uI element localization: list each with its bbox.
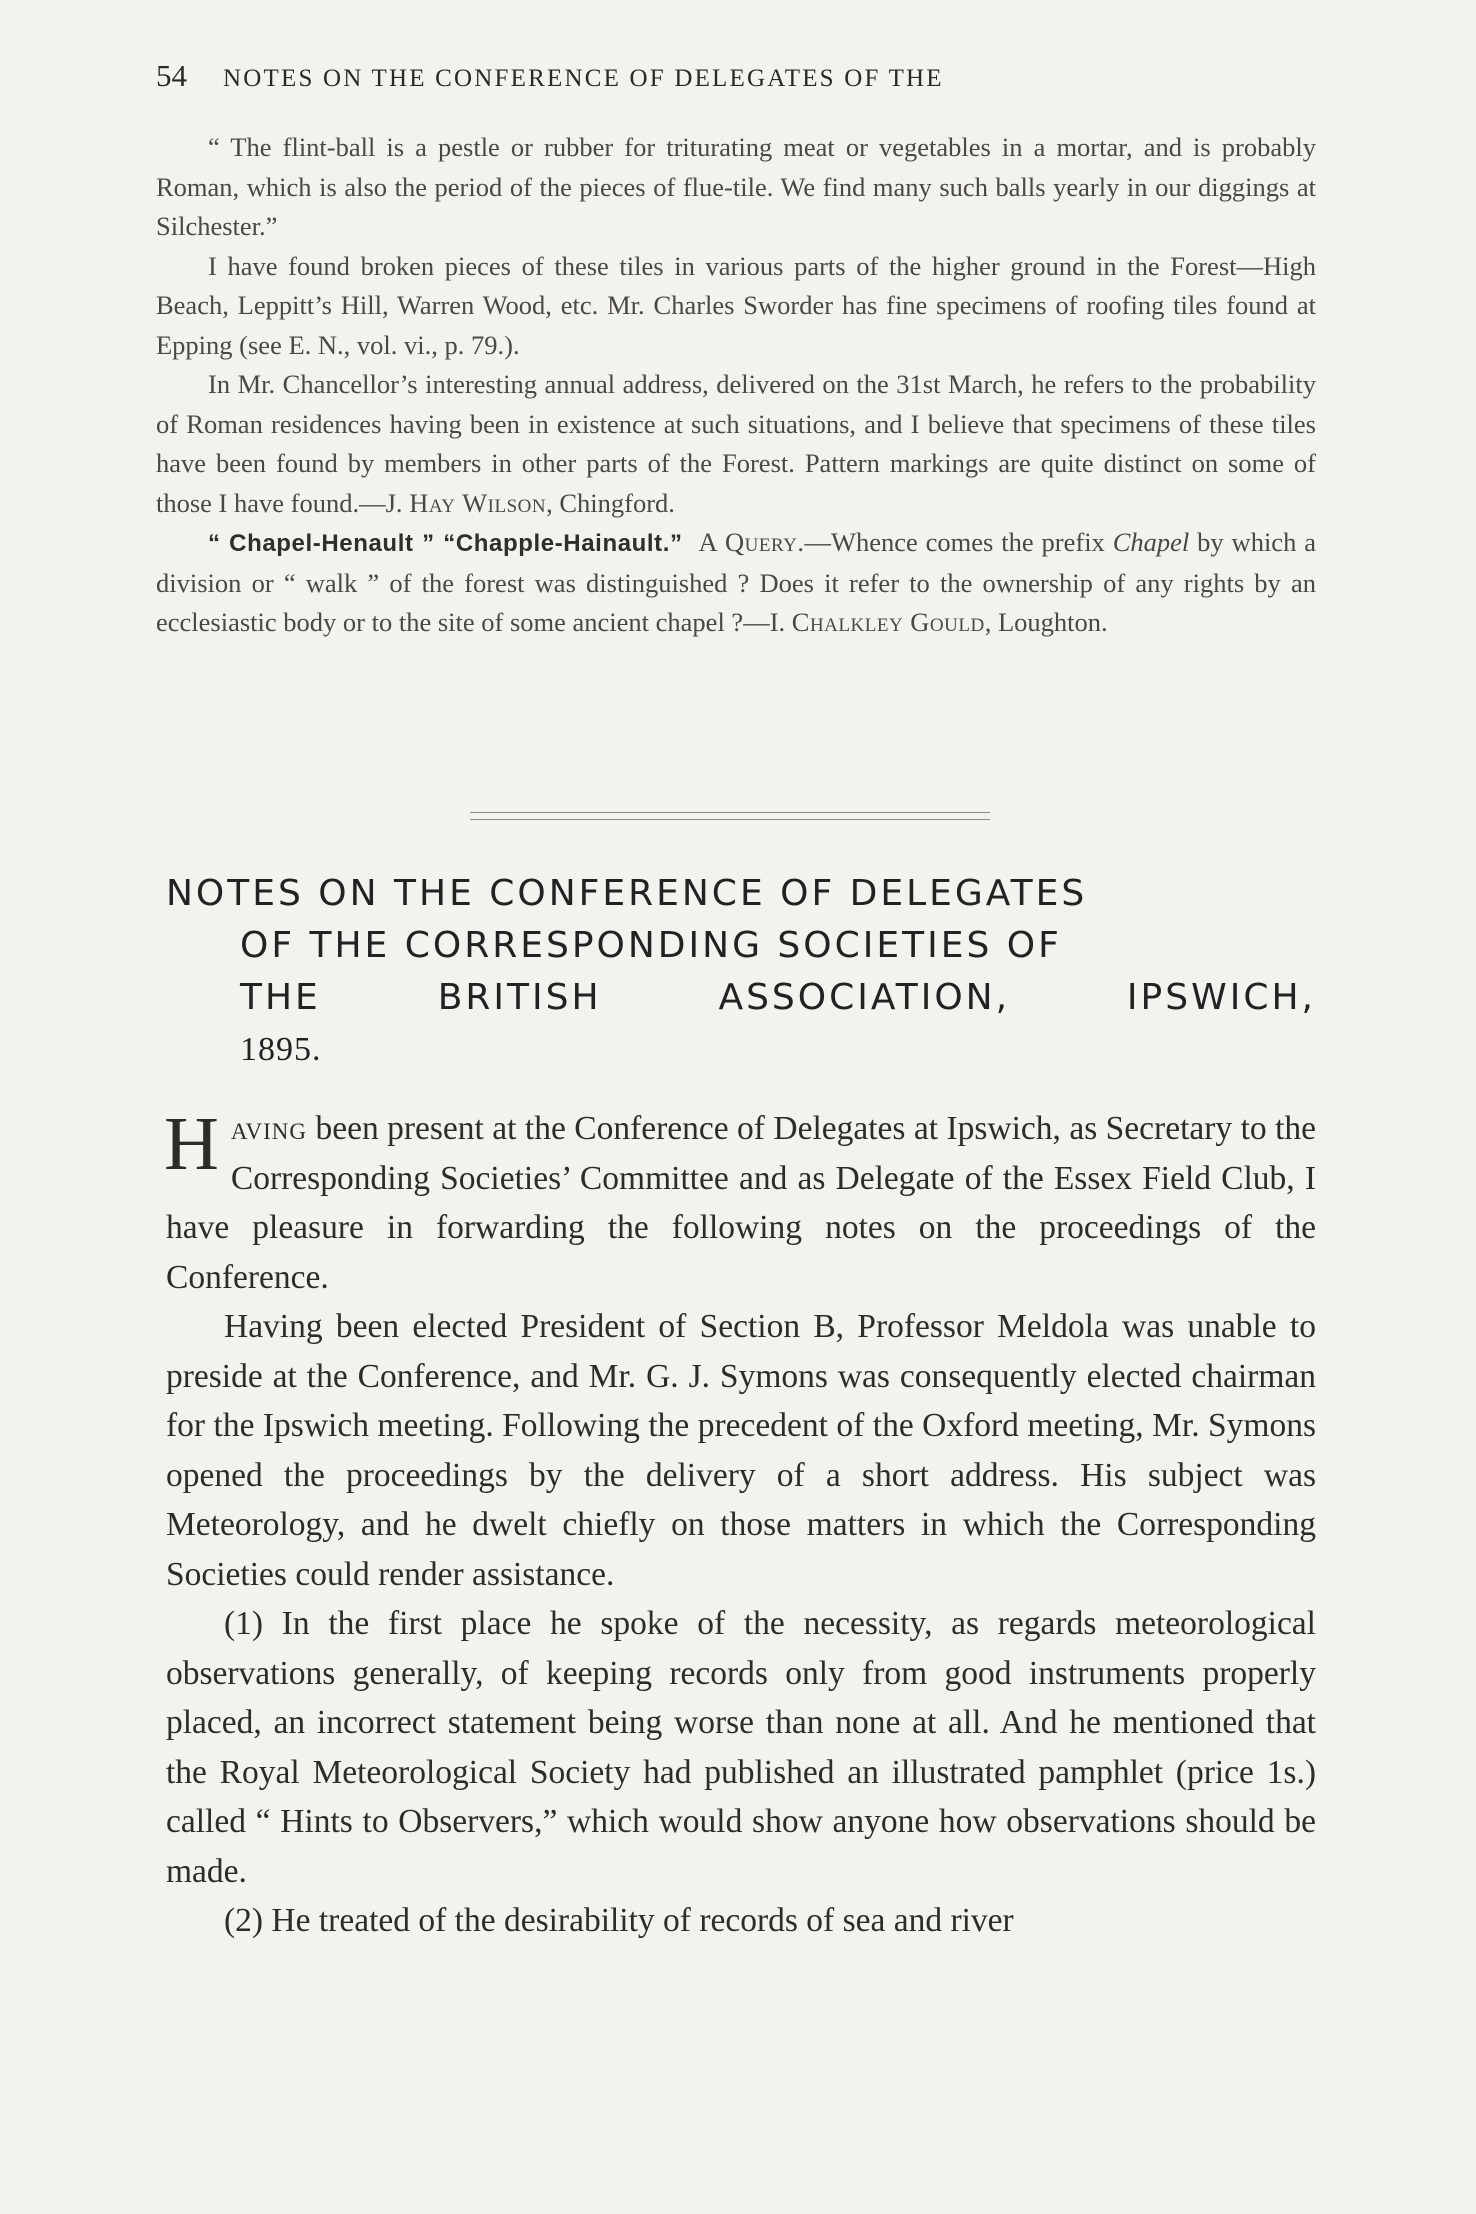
- query-text-after: by which a division or “ walk ” of the forest was distinguished ? Does it refer to the ownership of any rights by an ecclesiastic body or to the site of some ancient chapel ?—I.: [156, 527, 1316, 637]
- paragraph-tiles: I have found broken pieces of these tiles in various parts of the higher ground in the Forest—High Beach, Leppitt’s Hill, Warren Wood, etc. Mr. Charles Sworder has fine specimens of roofing tiles found at Epping (see E. N., vol. vi., p. 79.).: [156, 250, 1316, 360]
- query-heading: “ Chapel-Henault ” “Chapple-Hainault.”: [208, 530, 683, 557]
- heading-line-3: [166, 972, 1316, 1024]
- heading-line-2: OF THE CORRESPONDING SOCIETIES OF: [240, 925, 1062, 966]
- article-heading: [166, 868, 1316, 1076]
- paragraph-query: [156, 523, 1316, 643]
- paragraph-chancellor: [156, 365, 1316, 523]
- heading-year: 1895.: [240, 1031, 322, 1068]
- query-place: , Loughton.: [984, 607, 1108, 637]
- author-signature: Hay Wilson: [409, 487, 547, 518]
- running-head: [156, 58, 1316, 94]
- author-place: , Chingford.: [546, 487, 675, 518]
- paragraph-flint-ball: “ The flint-ball is a pestle or rubber for triturating meat or vegetables in a mortar, and is probably Roman, which is also the period of the pieces of flue-tile. We find many such balls yearly in our diggings at Silchester.”: [156, 132, 1316, 241]
- drop-cap-continuation: aving: [230, 1110, 308, 1147]
- query-text-before: —Whence comes the prefix: [804, 527, 1113, 557]
- upper-section: [156, 128, 1316, 643]
- article-body: [166, 1104, 1316, 1946]
- section-divider: [470, 812, 990, 820]
- drop-cap: H: [164, 1102, 219, 1186]
- paragraph-point-2: (2) He treated of the desirability of records of sea and river: [224, 1902, 1014, 1939]
- paragraph-meldola: Having been elected President of Section B, Professor Meldola was unable to preside at the Conference, and Mr. G. J. Symons was consequently elected chairman for the Ipswich meeting. Following the precedent of the Oxford meeting, Mr. Symons opened the proceedings by the delivery of a short address. His subject was Meteorology, and he dwelt chiefly on those matters in which the Corresponding Societies could render assistance.: [166, 1308, 1316, 1593]
- query-italic-word: Chapel: [1112, 527, 1190, 557]
- query-label: A Query.: [698, 527, 805, 557]
- running-title: NOTES ON THE CONFERENCE OF DELEGATES OF THE: [223, 65, 944, 92]
- paragraph-chancellor-text: In Mr. Chancellor’s interesting annual address, delivered on the 31st March, he refers to the probability of Roman residences having been in existence at such situations, and I believe that specimens of these tiles have been found by members in other parts of the Forest. Pattern markings are quite distinct on some of those I have found.—J.: [156, 369, 1316, 518]
- heading-line-1: NOTES ON THE CONFERENCE OF DELEGATES: [166, 873, 1088, 914]
- heading-word: BRITISH: [437, 977, 602, 1018]
- heading-word: ASSOCIATION,: [718, 977, 1011, 1018]
- paragraph-intro-text: been present at the Conference of Delegates at Ipswich, as Secretary to the Corresponding Societies’ Committee and as Delegate of the Essex Field Club, I have pleasure in forwarding the following notes on the proceedings of the Conference.: [166, 1110, 1316, 1296]
- heading-word: IPSWICH,: [1126, 977, 1316, 1018]
- page-number: 54: [156, 58, 187, 93]
- heading-word: THE: [240, 977, 321, 1018]
- paragraph-intro: [166, 1104, 1316, 1302]
- paragraph-point-1: (1) In the first place he spoke of the necessity, as regards meteorological observations generally, of keeping records only from good instruments properly placed, an incorrect statement being worse than none at all. And he mentioned that the Royal Meteorological Society had published an illustrated pamphlet (price 1s.) called “ Hints to Observers,” which would show anyone how observations should be made.: [166, 1605, 1316, 1890]
- query-signature: Chalkley Gould: [791, 607, 985, 637]
